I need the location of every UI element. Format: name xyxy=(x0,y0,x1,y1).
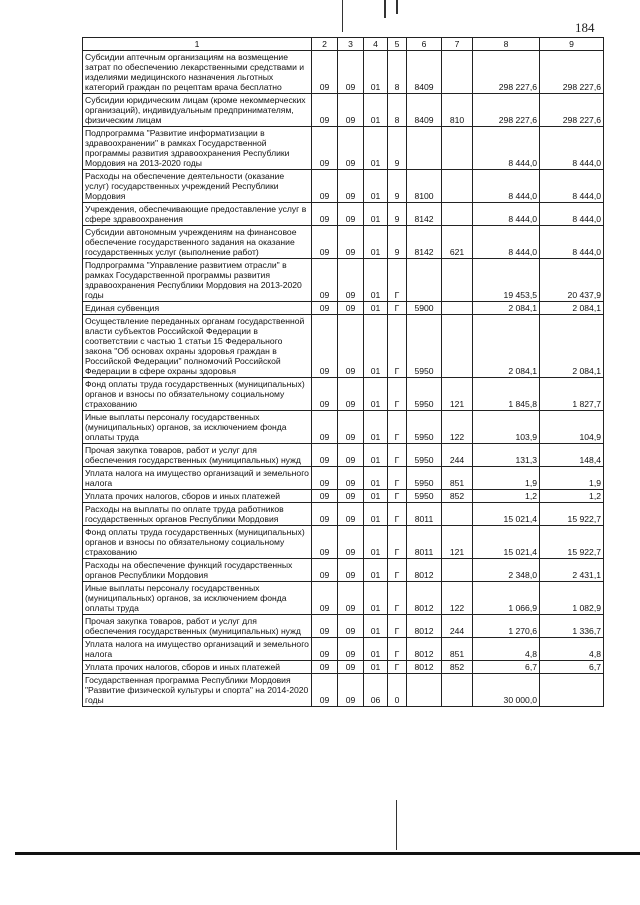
cell-code-b: 8 xyxy=(388,51,407,94)
budget-table xyxy=(82,37,604,707)
row-description: Подпрограмма "Развитие информатизации в здравоохранении" в рамках Государственной программы развития здравоохранения Республики Мордовия на 2013-2020 годы xyxy=(83,127,312,170)
column-header: 3 xyxy=(338,38,364,51)
cell-amount-year-2: 6,7 xyxy=(540,661,604,674)
cell-code-a: 01 xyxy=(364,94,388,127)
scan-mark xyxy=(342,0,343,32)
cell-amount-year-1: 19 453,5 xyxy=(473,259,540,302)
table-row xyxy=(83,582,604,615)
table-row xyxy=(83,127,604,170)
cell-code-c: 8142 xyxy=(407,203,442,226)
cell-code-b: Г xyxy=(388,526,407,559)
cell-amount-year-1: 1 845,8 xyxy=(473,378,540,411)
cell-code-b: Г xyxy=(388,615,407,638)
cell-subsection: 09 xyxy=(338,94,364,127)
column-header: 1 xyxy=(83,38,312,51)
cell-code-b: Г xyxy=(388,503,407,526)
row-description: Расходы на обеспечение функций государственных органов Республики Мордовия xyxy=(83,559,312,582)
cell-amount-year-1: 103,9 xyxy=(473,411,540,444)
cell-amount-year-1: 15 021,4 xyxy=(473,526,540,559)
cell-section: 09 xyxy=(312,467,338,490)
row-description: Фонд оплаты труда государственных (муниципальных) органов и взносы по обязательному социальному страхованию xyxy=(83,526,312,559)
row-description: Государственная программа Республики Мордовия "Развитие физической культуры и спорта" на 2014-2020 годы xyxy=(83,674,312,707)
cell-amount-year-2: 8 444,0 xyxy=(540,226,604,259)
cell-section: 09 xyxy=(312,226,338,259)
cell-amount-year-1: 1,9 xyxy=(473,467,540,490)
cell-subsection: 09 xyxy=(338,661,364,674)
cell-expense-type xyxy=(442,315,473,378)
cell-expense-type: 121 xyxy=(442,526,473,559)
cell-section: 09 xyxy=(312,315,338,378)
cell-expense-type: 852 xyxy=(442,490,473,503)
cell-code-c: 8142 xyxy=(407,226,442,259)
cell-expense-type xyxy=(442,170,473,203)
cell-amount-year-2: 2 084,1 xyxy=(540,315,604,378)
cell-code-a: 01 xyxy=(364,51,388,94)
cell-amount-year-2 xyxy=(540,674,604,707)
cell-expense-type xyxy=(442,51,473,94)
cell-subsection: 09 xyxy=(338,378,364,411)
cell-code-c: 5950 xyxy=(407,315,442,378)
cell-amount-year-1: 8 444,0 xyxy=(473,203,540,226)
row-description: Прочая закупка товаров, работ и услуг для обеспечения государственных (муниципальных) нужд xyxy=(83,615,312,638)
page-bottom-rule xyxy=(15,852,640,855)
cell-expense-type: 851 xyxy=(442,638,473,661)
cell-code-b: 8 xyxy=(388,94,407,127)
cell-expense-type: 621 xyxy=(442,226,473,259)
cell-amount-year-2: 8 444,0 xyxy=(540,170,604,203)
cell-amount-year-2: 1 827,7 xyxy=(540,378,604,411)
cell-section: 09 xyxy=(312,378,338,411)
table-row xyxy=(83,226,604,259)
cell-section: 09 xyxy=(312,411,338,444)
cell-code-b: Г xyxy=(388,302,407,315)
cell-code-a: 01 xyxy=(364,444,388,467)
cell-amount-year-1: 2 348,0 xyxy=(473,559,540,582)
cell-subsection: 09 xyxy=(338,259,364,302)
cell-subsection: 09 xyxy=(338,503,364,526)
cell-amount-year-1: 8 444,0 xyxy=(473,127,540,170)
cell-code-b: 9 xyxy=(388,203,407,226)
cell-code-a: 01 xyxy=(364,661,388,674)
cell-section: 09 xyxy=(312,94,338,127)
cell-code-b: Г xyxy=(388,638,407,661)
row-description: Фонд оплаты труда государственных (муниципальных) органов и взносы по обязательному социальному страхованию xyxy=(83,378,312,411)
column-header: 8 xyxy=(473,38,540,51)
row-description: Иные выплаты персоналу государственных (муниципальных) органов, за исключением фонда оплаты труда xyxy=(83,411,312,444)
cell-code-c: 5950 xyxy=(407,490,442,503)
cell-subsection: 09 xyxy=(338,51,364,94)
cell-subsection: 09 xyxy=(338,615,364,638)
row-description: Субсидии автономным учреждениям на финансовое обеспечение государственного задания на оказание государственных услуг (выполнение работ) xyxy=(83,226,312,259)
cell-code-c xyxy=(407,674,442,707)
cell-section: 09 xyxy=(312,503,338,526)
cell-section: 09 xyxy=(312,582,338,615)
cell-expense-type: 122 xyxy=(442,411,473,444)
table-header-row xyxy=(83,38,604,51)
cell-expense-type: 244 xyxy=(442,444,473,467)
cell-amount-year-2: 2 084,1 xyxy=(540,302,604,315)
table-row xyxy=(83,170,604,203)
cell-code-a: 01 xyxy=(364,638,388,661)
cell-code-a: 01 xyxy=(364,411,388,444)
column-header: 7 xyxy=(442,38,473,51)
row-description: Уплата налога на имущество организаций и земельного налога xyxy=(83,467,312,490)
row-description: Единая субвенция xyxy=(83,302,312,315)
cell-section: 09 xyxy=(312,526,338,559)
cell-expense-type xyxy=(442,503,473,526)
row-description: Учреждения, обеспечивающие предоставление услуг в сфере здравоохранения xyxy=(83,203,312,226)
table-row xyxy=(83,638,604,661)
cell-code-b: Г xyxy=(388,315,407,378)
row-description: Прочая закупка товаров, работ и услуг для обеспечения государственных (муниципальных) нужд xyxy=(83,444,312,467)
cell-amount-year-2: 1,9 xyxy=(540,467,604,490)
table-row xyxy=(83,674,604,707)
row-description: Уплата прочих налогов, сборов и иных платежей xyxy=(83,490,312,503)
cell-expense-type xyxy=(442,203,473,226)
table-row xyxy=(83,661,604,674)
cell-amount-year-2: 104,9 xyxy=(540,411,604,444)
cell-amount-year-2: 148,4 xyxy=(540,444,604,467)
cell-amount-year-2: 1,2 xyxy=(540,490,604,503)
cell-subsection: 09 xyxy=(338,444,364,467)
cell-code-a: 01 xyxy=(364,503,388,526)
cell-expense-type xyxy=(442,559,473,582)
table-row xyxy=(83,559,604,582)
cell-code-a: 01 xyxy=(364,170,388,203)
cell-section: 09 xyxy=(312,490,338,503)
column-header: 5 xyxy=(388,38,407,51)
cell-subsection: 09 xyxy=(338,127,364,170)
cell-section: 09 xyxy=(312,51,338,94)
cell-code-c: 8409 xyxy=(407,94,442,127)
cell-section: 09 xyxy=(312,615,338,638)
cell-code-c: 5950 xyxy=(407,411,442,444)
cell-amount-year-2: 1 082,9 xyxy=(540,582,604,615)
cell-code-a: 01 xyxy=(364,127,388,170)
cell-amount-year-1: 131,3 xyxy=(473,444,540,467)
cell-code-b: Г xyxy=(388,378,407,411)
cell-section: 09 xyxy=(312,203,338,226)
cell-subsection: 09 xyxy=(338,226,364,259)
scan-mark xyxy=(396,0,398,14)
cell-code-a: 01 xyxy=(364,526,388,559)
cell-code-c: 5900 xyxy=(407,302,442,315)
cell-amount-year-1: 298 227,6 xyxy=(473,94,540,127)
cell-amount-year-2: 20 437,9 xyxy=(540,259,604,302)
cell-code-a: 01 xyxy=(364,259,388,302)
cell-expense-type: 122 xyxy=(442,582,473,615)
cell-code-c: 8012 xyxy=(407,638,442,661)
table-row xyxy=(83,51,604,94)
cell-code-b: Г xyxy=(388,661,407,674)
cell-code-c xyxy=(407,259,442,302)
cell-expense-type: 810 xyxy=(442,94,473,127)
cell-code-c: 8100 xyxy=(407,170,442,203)
cell-amount-year-2: 1 336,7 xyxy=(540,615,604,638)
cell-amount-year-2: 4,8 xyxy=(540,638,604,661)
cell-amount-year-1: 4,8 xyxy=(473,638,540,661)
table-row xyxy=(83,378,604,411)
cell-code-c: 8012 xyxy=(407,582,442,615)
cell-expense-type xyxy=(442,302,473,315)
cell-code-a: 01 xyxy=(364,582,388,615)
table-row xyxy=(83,490,604,503)
cell-code-a: 01 xyxy=(364,490,388,503)
cell-subsection: 09 xyxy=(338,559,364,582)
row-description: Субсидии юридическим лицам (кроме некоммерческих организаций), индивидуальным предпринимателям, физическим лицам xyxy=(83,94,312,127)
cell-section: 09 xyxy=(312,638,338,661)
cell-expense-type xyxy=(442,259,473,302)
cell-code-b: Г xyxy=(388,582,407,615)
row-description: Осуществление переданных органам государственной власти субъектов Российской Федерации в соответствии с частью 1 статьи 15 Федерального закона "Об основах охраны здоровья граждан в Российской Федерации" полномочий Российской Федерации в сфере охраны здоровья xyxy=(83,315,312,378)
cell-amount-year-1: 30 000,0 xyxy=(473,674,540,707)
cell-section: 09 xyxy=(312,127,338,170)
cell-code-c: 5950 xyxy=(407,444,442,467)
row-description: Уплата прочих налогов, сборов и иных платежей xyxy=(83,661,312,674)
cell-section: 09 xyxy=(312,302,338,315)
table-row xyxy=(83,444,604,467)
cell-code-b: 9 xyxy=(388,127,407,170)
column-header: 6 xyxy=(407,38,442,51)
cell-code-b: Г xyxy=(388,467,407,490)
cell-code-b: Г xyxy=(388,490,407,503)
cell-amount-year-2: 8 444,0 xyxy=(540,203,604,226)
column-header: 2 xyxy=(312,38,338,51)
cell-expense-type: 121 xyxy=(442,378,473,411)
cell-code-a: 06 xyxy=(364,674,388,707)
cell-code-b: 9 xyxy=(388,226,407,259)
cell-subsection: 09 xyxy=(338,526,364,559)
cell-subsection: 09 xyxy=(338,674,364,707)
table-row xyxy=(83,94,604,127)
cell-code-a: 01 xyxy=(364,615,388,638)
cell-code-b: Г xyxy=(388,259,407,302)
cell-code-a: 01 xyxy=(364,315,388,378)
table-row xyxy=(83,259,604,302)
cell-code-c: 5950 xyxy=(407,378,442,411)
table-row xyxy=(83,315,604,378)
cell-code-c: 5950 xyxy=(407,467,442,490)
cell-amount-year-1: 298 227,6 xyxy=(473,51,540,94)
cell-code-b: 9 xyxy=(388,170,407,203)
cell-code-a: 01 xyxy=(364,203,388,226)
cell-amount-year-1: 1 066,9 xyxy=(473,582,540,615)
cell-section: 09 xyxy=(312,259,338,302)
table-row xyxy=(83,411,604,444)
table-row xyxy=(83,467,604,490)
cell-code-c: 8409 xyxy=(407,51,442,94)
cell-subsection: 09 xyxy=(338,203,364,226)
cell-expense-type: 244 xyxy=(442,615,473,638)
row-description: Расходы на обеспечение деятельности (оказание услуг) государственных учреждений Республики Мордовия xyxy=(83,170,312,203)
cell-amount-year-2: 298 227,6 xyxy=(540,94,604,127)
cell-code-a: 01 xyxy=(364,467,388,490)
cell-subsection: 09 xyxy=(338,315,364,378)
cell-amount-year-1: 15 021,4 xyxy=(473,503,540,526)
cell-code-a: 01 xyxy=(364,378,388,411)
page-number: 184 xyxy=(575,20,595,35)
column-header: 4 xyxy=(364,38,388,51)
table-row xyxy=(83,615,604,638)
cell-subsection: 09 xyxy=(338,170,364,203)
table-row xyxy=(83,302,604,315)
cell-code-b: Г xyxy=(388,411,407,444)
row-description: Субсидии аптечным организациям на возмещение затрат по обеспечению лекарственными средствами и изделиями медицинского назначения льготных категорий граждан по рецептам врача бесплатно xyxy=(83,51,312,94)
cell-amount-year-1: 1,2 xyxy=(473,490,540,503)
cell-amount-year-1: 8 444,0 xyxy=(473,226,540,259)
cell-code-b: 0 xyxy=(388,674,407,707)
cell-amount-year-1: 2 084,1 xyxy=(473,302,540,315)
cell-code-c: 8012 xyxy=(407,615,442,638)
cell-code-a: 01 xyxy=(364,559,388,582)
cell-code-c xyxy=(407,127,442,170)
cell-section: 09 xyxy=(312,674,338,707)
cell-code-c: 8011 xyxy=(407,503,442,526)
cell-code-a: 01 xyxy=(364,302,388,315)
cell-amount-year-2: 2 431,1 xyxy=(540,559,604,582)
table-row xyxy=(83,526,604,559)
cell-amount-year-1: 2 084,1 xyxy=(473,315,540,378)
cell-amount-year-1: 1 270,6 xyxy=(473,615,540,638)
cell-amount-year-2: 15 922,7 xyxy=(540,526,604,559)
cell-expense-type xyxy=(442,127,473,170)
cell-amount-year-2: 298 227,6 xyxy=(540,51,604,94)
row-description: Подпрограмма "Управление развитием отрасли" в рамках Государственной программы развития здравоохранения Республики Мордовия на 2013-2020 годы xyxy=(83,259,312,302)
cell-section: 09 xyxy=(312,444,338,467)
cell-subsection: 09 xyxy=(338,490,364,503)
cell-expense-type: 851 xyxy=(442,467,473,490)
cell-code-b: Г xyxy=(388,559,407,582)
cell-amount-year-1: 8 444,0 xyxy=(473,170,540,203)
cell-code-c: 8012 xyxy=(407,661,442,674)
scan-mark xyxy=(384,0,386,18)
row-description: Иные выплаты персоналу государственных (муниципальных) органов, за исключением фонда оплаты труда xyxy=(83,582,312,615)
cell-code-b: Г xyxy=(388,444,407,467)
table-row xyxy=(83,203,604,226)
cell-subsection: 09 xyxy=(338,582,364,615)
cell-code-c: 8011 xyxy=(407,526,442,559)
cell-subsection: 09 xyxy=(338,467,364,490)
cell-section: 09 xyxy=(312,559,338,582)
cell-expense-type: 852 xyxy=(442,661,473,674)
column-header: 9 xyxy=(540,38,604,51)
cell-subsection: 09 xyxy=(338,411,364,444)
cell-section: 09 xyxy=(312,661,338,674)
cell-amount-year-2: 8 444,0 xyxy=(540,127,604,170)
cell-code-a: 01 xyxy=(364,226,388,259)
row-description: Расходы на выплаты по оплате труда работников государственных органов Республики Мордовия xyxy=(83,503,312,526)
row-description: Уплата налога на имущество организаций и земельного налога xyxy=(83,638,312,661)
cell-amount-year-1: 6,7 xyxy=(473,661,540,674)
cell-amount-year-2: 15 922,7 xyxy=(540,503,604,526)
cell-subsection: 09 xyxy=(338,638,364,661)
cell-code-c: 8012 xyxy=(407,559,442,582)
scan-mark xyxy=(396,800,397,850)
cell-expense-type xyxy=(442,674,473,707)
table-row xyxy=(83,503,604,526)
cell-subsection: 09 xyxy=(338,302,364,315)
cell-section: 09 xyxy=(312,170,338,203)
